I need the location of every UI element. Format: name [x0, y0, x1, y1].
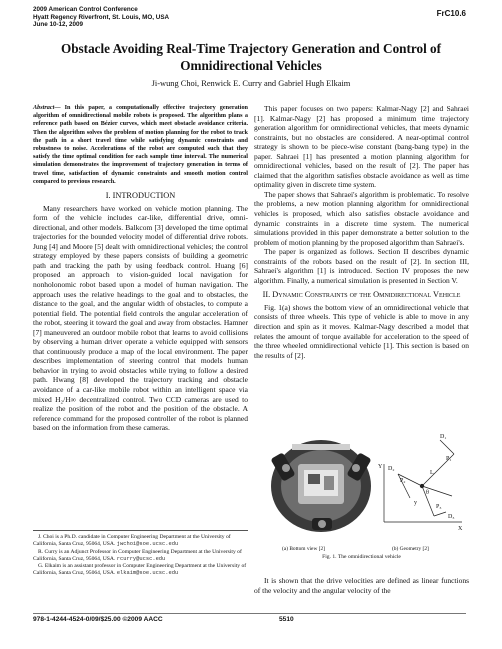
- intro-paragraph: Many researchers have worked on vehicle motion planning. The form of the vehicle includes car-like, differential drive, omni-directional, and other models. Balkcom [3] developed the time optimal trajectories for the bounded velocity model of differential drive robots. Jung [4] and Moore [5] dealt with omnidirectional vehicles; the control strategy employed by these papers consists of building a geometric path and tracking the path by using feedback control. Huang [6] proposed an approach to vision-guided local navigation for nonholonomic robot based upon a model of human navigation. The approach uses the relative headings to the goal and to obstacles, the distance to the goal, and the angular width of obstacles, to compute a potential field. The potential field controls the angular acceleration of the robot, steering it toward the goal and away from obstacles. Hamner [7] maneuvered an outdoor mobile robot that learns to avoid collisions by observing a human driver operate a vehicle equipped with sensors that continuously produce a map of the local environment. The paper describes implementation of steering control that models human behavior in trying to avoid obstacles while trying to follow a desired path. Hwang [8] developed the trajectory tracking and obstacle avoidance of a car-like mobile robot within an intelligent space via mixed H₂/H∞ decentralized control. Two CCD cameras are used to realize the position of the robot and the position of the obstacle. A reference command for the proposed controller of the robot is planned based on the information from these cameras.: [33, 203, 248, 433]
- section-heading-intro: I. INTRODUCTION: [105, 191, 176, 201]
- conference-venue: Hyatt Regency Riverfront, St. Louis, MO, USA: [33, 13, 170, 21]
- right-paragraph-1: This paper focuses on two papers: Kalmar-Nagy [2] and Sahraei [1]. Kalmar-Nagy [2] has proposed a minimum time trajectory generation algorithm for omnidirectional vehicles, that meets dynamic constraints, but no obstacles are considered. A near-optimal control strategy is shown to be piece-wise constant (bang-bang type) in the paper. Sahraei [1] has presented a motion planning algorithm for omnidirectional vehicles, based on the result of [2]. The paper has claimed that the algorithm satisfies obstacle avoidance as well as time optimality given in discrete time system.: [254, 104, 469, 190]
- figure-caption: Fig. 1. The omnidirectional vehicle: [322, 554, 401, 560]
- conference-name: 2009 American Control Conference: [33, 6, 138, 13]
- footnote-curry: R. Curry is an Adjunct Professor in Computer Engineering Department at the University of California, Santa Cruz, 95064, USA. rcurry@ucsc.edu: [33, 548, 242, 562]
- subcaption-a: (a) Bottom view [2]: [282, 546, 325, 552]
- abstract: [33, 104, 248, 186]
- paper-title: Obstacle Avoiding Real-Time Trajectory Generation and Control of Omnidirectional Vehicles: [60, 41, 442, 73]
- footnote-elkaim: G. Elkaim is an assistant professor in Computer Engineering Department at the University of California, Santa Cruz, 95064, USA. elkaim@soe.ucsc.edu: [33, 563, 247, 577]
- label-l: L: [430, 470, 434, 476]
- label-x-axis: X: [458, 526, 463, 532]
- label-theta: θ: [426, 490, 429, 496]
- figure-geometry: [378, 424, 468, 542]
- author-footnotes: [33, 530, 248, 578]
- vehicle-photo: [268, 424, 374, 542]
- isbn: 978-1-4244-4524-0/09/$25.00 ©2009 AACC: [33, 616, 163, 623]
- label-y-axis: Y: [378, 464, 383, 470]
- right-paragraph-2: The paper shows that Sahraei's algorithm is problematic. To resolve the problems, a new motion planning algorithm for omnidirectional vehicles is proposed, which also satisfies obstacle avoidance and dynamic constraints in a discrete time system. The numerical simulations provided in this paper demonstrate a better solution to the problem of motion planning by the proposed algorithm than Sahraei's.: [254, 189, 469, 247]
- right-paragraph-5: It is shown that the drive velocities are defined as linear functions of the velocity and the angular velocity of the: [254, 576, 469, 595]
- abstract-label: Abstract: [33, 104, 55, 111]
- abstract-text: — In this paper, a computationally effective trajectory generation algorithm of omnidirectional mobile robots is proposed. The algorithm plans a reference path based on Bézier curves, which meet obstacle avoidance criteria. Then the algorithm solves the problem of motion planning for the robot to track the path in a short travel time while satisfying dynamic constraints and robustness to noise. Accelerations of the robot are computed such that they satisfy the time optimal condition for each sample time interval. The numerical simulation demonstrates the improvement of trajectory generation in terms of travel time, satisfaction of dynamic constraints and smooth motion control compared to previous research.: [33, 104, 248, 185]
- figure-bottom-view: [268, 424, 374, 542]
- label-p2: P₂: [400, 478, 406, 484]
- right-column: [254, 104, 469, 360]
- page-footer: [33, 613, 466, 623]
- page-number: 5510: [279, 616, 294, 623]
- label-y: y: [414, 500, 417, 506]
- footnote-choi: J. Choi is a Ph.D. candidate in Computer Engineering Department at the University of California, Santa Cruz, 95064, USA. jwchoi@soe.ucsc.edu: [33, 534, 231, 548]
- author-list: Ji-wung Choi, Renwick E. Curry and Gabriel Hugh Elkaim: [151, 79, 351, 88]
- conference-dates: June 10-12, 2009: [33, 21, 84, 29]
- subcaption-b: (b) Geometry [2]: [392, 546, 429, 552]
- label-d1: D₁: [440, 434, 447, 440]
- conference-header: [33, 6, 169, 29]
- label-d3: D₃: [448, 514, 455, 520]
- left-column: [33, 104, 248, 433]
- section-heading-dynamics: II. Dynamic Constraints of the Omnidirectional Vehicle: [262, 290, 461, 300]
- right-paragraph-3: The paper is organized as follows. Section II describes dynamic constraints of the robots based on the result of [2]. In section III, Sahraei's algorithm [1] is introduced. Section IV proposes the new algorithm. Finally, a numerical simulation is presented in Section V.: [254, 247, 469, 285]
- label-p3: P₃: [436, 504, 442, 510]
- geometry-diagram: [378, 424, 468, 542]
- session-code: FrC10.6: [436, 9, 466, 18]
- label-p1: P₁: [446, 456, 452, 462]
- right-paragraph-4: Fig. 1(a) shows the bottom view of an omnidirectional vehicle that consists of three wheels. This type of vehicle is able to move in any direction and spin as it moves. Kalmar-Nagy described a model that relates the amount of torque available for acceleration to the speed of the three wheeled omnidirectional vehicle [1]. This section is based on the results of [2].: [254, 302, 469, 360]
- label-d2: D₂: [388, 466, 395, 472]
